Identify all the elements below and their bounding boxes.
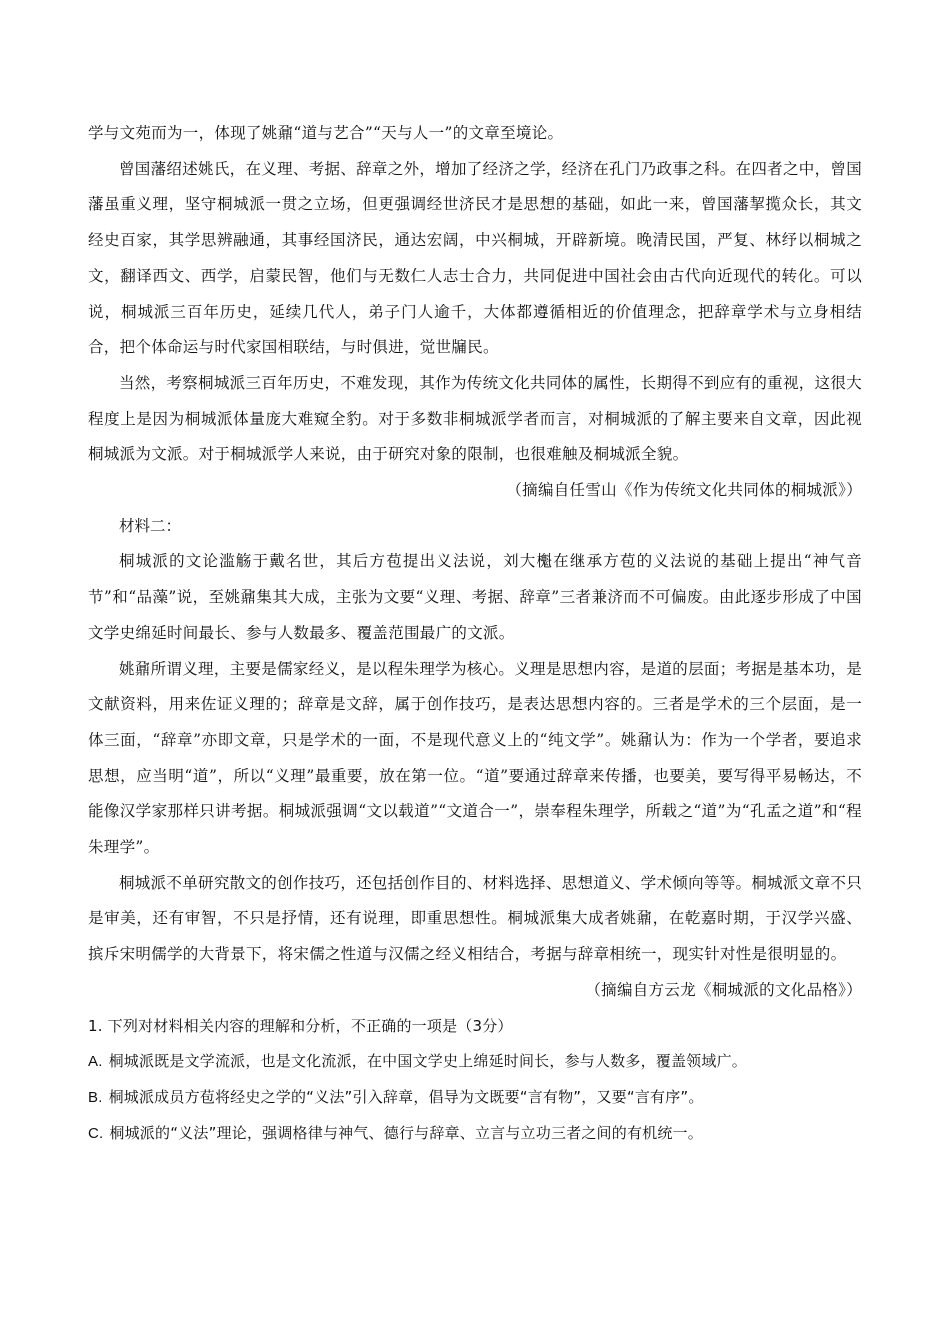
material-one-paragraph: 当然，考察桐城派三百年历史，不难发现，其作为传统文化共同体的属性，长期得不到应有的重视，这很大程度上是因为桐城派体量庞大难窥全豹。对于多数非桐城派学者而言，对桐城派的了解主要来自文章，因此视桐城派为文派。对于桐城派学人来说，由于研究对象的限制，也很难触及桐城派全貌。 [88, 373, 862, 464]
material-two-label: 材料二： [119, 516, 182, 535]
question-option-c [88, 1116, 862, 1152]
question-stem: 1. 下列对材料相关内容的理解和分析，不正确的一项是（3分） [88, 1016, 513, 1035]
option-letter: A. [88, 1053, 103, 1071]
material-two-paragraph: 桐城派的文论滥觞于戴名世，其后方苞提出义法说，刘大櫆在继承方苞的义法说的基础上提出“神气音节”和“品藻”说，至姚鼐集其大成，主张为文要“义理、考据、辞章”三者兼济而不可偏废。由此逐步形成了中国文学史绵延时间最长、参与人数最多、覆盖范围最广的文派。 [88, 552, 862, 642]
option-text: 桐城派的“义法”理论，强调格律与神气、德行与辞章、立言与立功三者之间的有机统一。 [109, 1123, 703, 1142]
option-letter: C. [88, 1124, 104, 1142]
material-one-source: （摘编自任雪山《作为传统文化共同体的桐城派》） [506, 481, 862, 500]
article-body [88, 116, 862, 1151]
option-text: 桐城派成员方苞将经史之学的“义法”引入辞章，倡导为文既要“言有物”，又要“言有序”。 [108, 1087, 704, 1106]
material-one-paragraph: 曾国藩绍述姚氏，在义理、考据、辞章之外，增加了经济之学，经济在孔门乃政事之科。在四者之中，曾国藩虽重义理，坚守桐城派一贯之立场，但更强调经世济民才是思想的基础，如此一来，曾国藩挈揽众长，其文经史百家，其学思辨融通，其事经国济民，通达宏阔，中兴桐城，开辟新境。晚清民国，严复、林纾以桐城之文，翻译西文、西学，启蒙民智，他们与无数仁人志士合力，共同促进中国社会由古代向近现代的转化。可以说，桐城派三百年历史，延续几代人，弟子门人逾千，大体都遵循相近的价值理念，把辞章学术与立身相结合，把个体命运与时代家国相联结，与时俱进，觉世牖民。 [88, 159, 862, 357]
material-one-continuation: 学与文苑而为一，体现了姚鼐“道与艺合”“天与人一”的文章至境论。 [88, 124, 564, 142]
material-two-source: （摘编自方云龙《桐城派的文化品格》） [585, 980, 862, 999]
material-two-paragraph: 姚鼐所谓义理，主要是儒家经义，是以程朱理学为核心。义理是思想内容，是道的层面；考据是基本功，是文献资料，用来佐证义理的；辞章是文辞，属于创作技巧，是表达思想内容的。三者是学术的三个层面，是一体三面，“辞章”亦即文章，只是学术的一面，不是现代意义上的“纯文学”。姚鼐认为：作为一个学者，要追求思想，应当明“道”，所以“义理”最重要，放在第一位。“道”要通过辞章来传播，也要美，要写得平易畅达，不能像汉学家那样只讲考据。桐城派强调“文以载道”“文道合一”，崇奉程朱理学，所载之“道”为“孔孟之道”和“程朱理学”。 [88, 659, 862, 857]
option-letter: B. [88, 1088, 103, 1106]
option-text: 桐城派既是文学流派，也是文化流派，在中国文学史上绵延时间长，参与人数多，覆盖领域广。 [108, 1052, 747, 1071]
question-option-a [88, 1044, 862, 1080]
material-two-paragraph: 桐城派不单研究散文的创作技巧，还包括创作目的、材料选择、思想道义、学术倾向等等。桐城派文章不只是审美，还有审智，不只是抒情，还有说理，即重思想性。桐城派集大成者姚鼐，在乾嘉时期，于汉学兴盛、摈斥宋明儒学的大背景下，将宋儒之性道与汉儒之经义相结合，考据与辞章相统一，现实针对性是很明显的。 [88, 873, 862, 964]
question-option-b [88, 1080, 862, 1116]
